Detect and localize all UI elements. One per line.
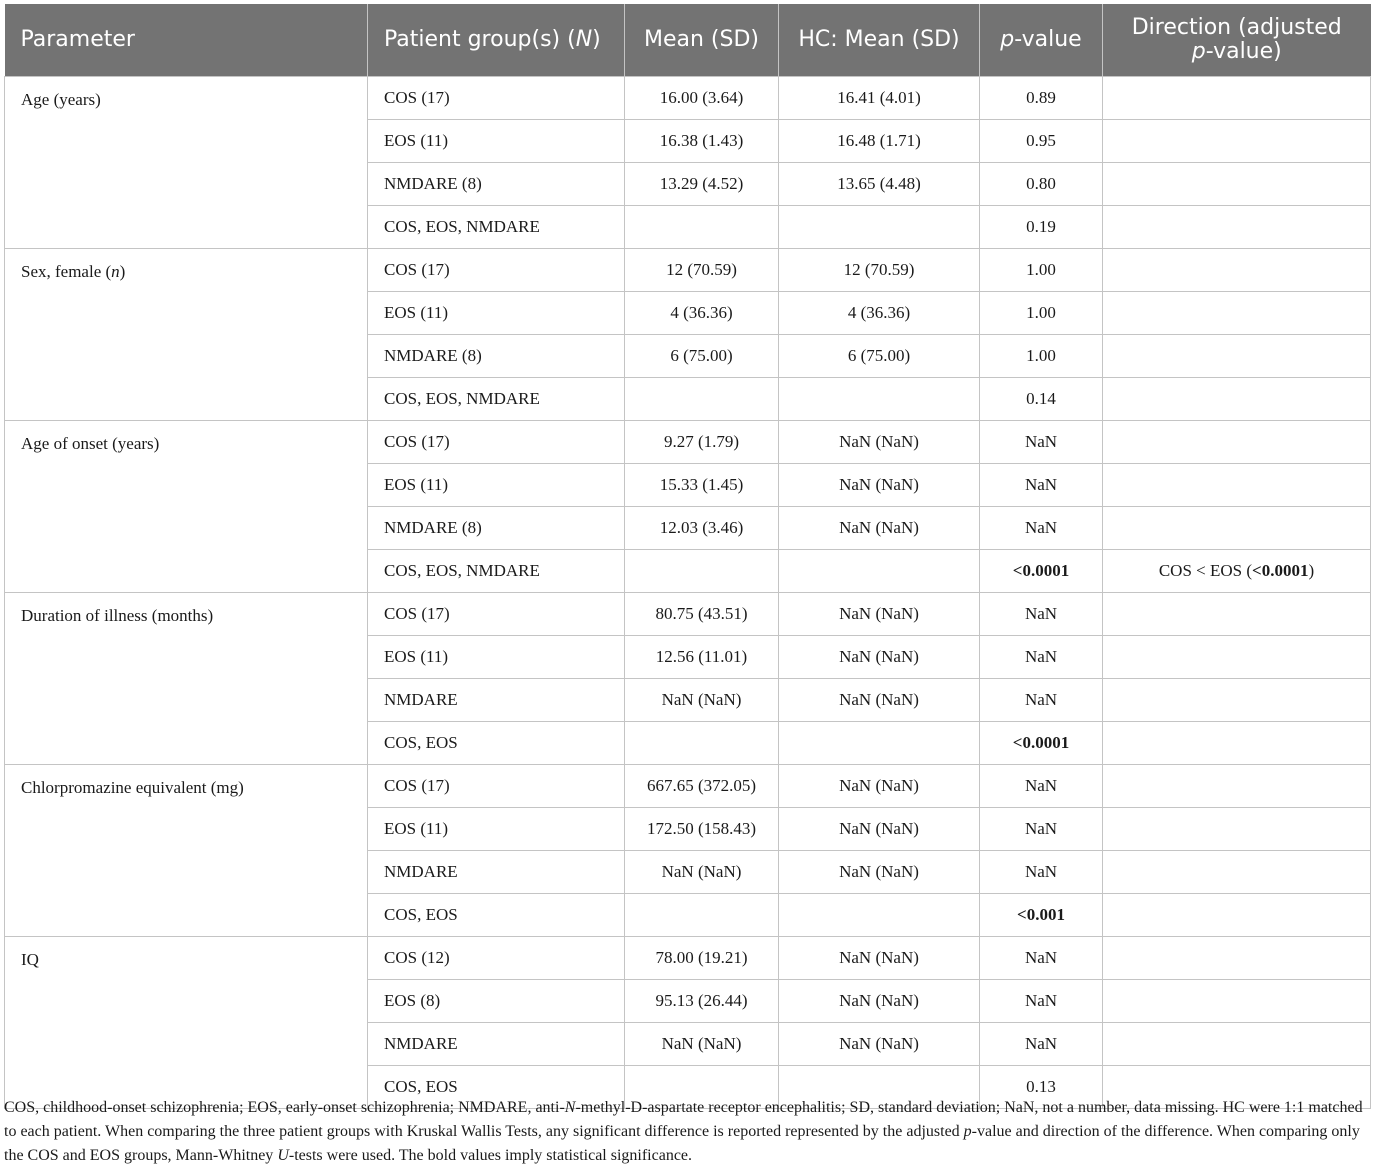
- mean-sd-cell: 13.29 (4.52): [625, 163, 779, 206]
- table-body: [5, 77, 1371, 1109]
- direction-cell: [1103, 292, 1371, 335]
- patient-group-cell: COS (17): [368, 593, 625, 636]
- patient-group-cell: EOS (11): [368, 808, 625, 851]
- patient-group-cell: EOS (11): [368, 120, 625, 163]
- hc-mean-sd-cell: NaN (NaN): [779, 679, 980, 722]
- mean-sd-cell: 78.00 (19.21): [625, 937, 779, 980]
- mean-sd-cell: 12.03 (3.46): [625, 507, 779, 550]
- p-value-cell: 1.00: [980, 335, 1103, 378]
- mean-sd-cell: 4 (36.36): [625, 292, 779, 335]
- direction-cell: [1103, 851, 1371, 894]
- mean-sd-cell: 172.50 (158.43): [625, 808, 779, 851]
- p-value-cell: NaN: [980, 1023, 1103, 1066]
- direction-cell: [1103, 722, 1371, 765]
- patient-group-cell: COS (17): [368, 765, 625, 808]
- p-value-cell: 0.80: [980, 163, 1103, 206]
- patient-group-cell: EOS (8): [368, 980, 625, 1023]
- parameter-cell: Age (years): [5, 77, 368, 249]
- mean-sd-cell: 16.38 (1.43): [625, 120, 779, 163]
- patient-group-cell: COS, EOS, NMDARE: [368, 550, 625, 593]
- mean-sd-cell: 12.56 (11.01): [625, 636, 779, 679]
- mean-sd-cell: 15.33 (1.45): [625, 464, 779, 507]
- hc-mean-sd-cell: NaN (NaN): [779, 851, 980, 894]
- mean-sd-cell: [625, 378, 779, 421]
- direction-cell: [1103, 120, 1371, 163]
- p-value-cell: 0.13: [980, 1066, 1103, 1109]
- header-parameter: Parameter: [5, 4, 368, 77]
- hc-mean-sd-cell: NaN (NaN): [779, 765, 980, 808]
- p-value-cell: 0.89: [980, 77, 1103, 120]
- direction-cell: [1103, 894, 1371, 937]
- p-value-cell: 0.95: [980, 120, 1103, 163]
- p-value-cell: NaN: [980, 808, 1103, 851]
- hc-mean-sd-cell: [779, 550, 980, 593]
- direction-cell: [1103, 636, 1371, 679]
- mean-sd-cell: 95.13 (26.44): [625, 980, 779, 1023]
- hc-mean-sd-cell: NaN (NaN): [779, 507, 980, 550]
- parameter-cell: IQ: [5, 937, 368, 1109]
- p-value-cell: NaN: [980, 593, 1103, 636]
- patient-group-cell: NMDARE (8): [368, 163, 625, 206]
- patient-group-cell: COS (17): [368, 77, 625, 120]
- direction-cell: [1103, 335, 1371, 378]
- hc-mean-sd-cell: 12 (70.59): [779, 249, 980, 292]
- p-value-cell: 0.19: [980, 206, 1103, 249]
- header-mean-sd: Mean (SD): [625, 4, 779, 77]
- header-p-value: p-value: [980, 4, 1103, 77]
- direction-cell: [1103, 378, 1371, 421]
- mean-sd-cell: [625, 206, 779, 249]
- direction-cell: [1103, 507, 1371, 550]
- p-value-cell: 1.00: [980, 249, 1103, 292]
- parameter-cell: Age of onset (years): [5, 421, 368, 593]
- table-row: [5, 249, 1371, 292]
- p-value-cell: NaN: [980, 851, 1103, 894]
- p-value-cell: 1.00: [980, 292, 1103, 335]
- p-value-cell: NaN: [980, 507, 1103, 550]
- mean-sd-cell: 667.65 (372.05): [625, 765, 779, 808]
- hc-mean-sd-cell: NaN (NaN): [779, 980, 980, 1023]
- direction-cell: [1103, 421, 1371, 464]
- header-direction: Direction (adjusted p-value): [1103, 4, 1371, 77]
- direction-cell: [1103, 1023, 1371, 1066]
- parameter-cell: Chlorpromazine equivalent (mg): [5, 765, 368, 937]
- hc-mean-sd-cell: NaN (NaN): [779, 421, 980, 464]
- hc-mean-sd-cell: NaN (NaN): [779, 1023, 980, 1066]
- hc-mean-sd-cell: NaN (NaN): [779, 464, 980, 507]
- p-value-cell: 0.14: [980, 378, 1103, 421]
- table-row: [5, 77, 1371, 120]
- patient-group-cell: COS (12): [368, 937, 625, 980]
- p-value-cell: <0.0001: [980, 722, 1103, 765]
- patient-group-cell: NMDARE: [368, 1023, 625, 1066]
- patient-group-cell: COS (17): [368, 421, 625, 464]
- patient-group-cell: NMDARE: [368, 851, 625, 894]
- p-value-cell: NaN: [980, 937, 1103, 980]
- patient-group-cell: COS, EOS: [368, 722, 625, 765]
- patient-group-cell: COS, EOS: [368, 894, 625, 937]
- direction-cell: [1103, 464, 1371, 507]
- p-value-cell: NaN: [980, 679, 1103, 722]
- hc-mean-sd-cell: [779, 894, 980, 937]
- mean-sd-cell: [625, 550, 779, 593]
- patient-group-cell: COS, EOS: [368, 1066, 625, 1109]
- p-value-cell: NaN: [980, 421, 1103, 464]
- direction-cell: [1103, 937, 1371, 980]
- mean-sd-cell: [625, 722, 779, 765]
- direction-cell: [1103, 679, 1371, 722]
- header-patient-groups: Patient group(s) (N): [368, 4, 625, 77]
- patient-group-cell: COS, EOS, NMDARE: [368, 378, 625, 421]
- p-value-cell: NaN: [980, 980, 1103, 1023]
- table-row: [5, 937, 1371, 980]
- patient-group-cell: COS, EOS, NMDARE: [368, 206, 625, 249]
- patient-group-cell: NMDARE (8): [368, 507, 625, 550]
- hc-mean-sd-cell: 16.41 (4.01): [779, 77, 980, 120]
- patient-group-cell: NMDARE (8): [368, 335, 625, 378]
- parameter-cell: Duration of illness (months): [5, 593, 368, 765]
- direction-cell: [1103, 77, 1371, 120]
- hc-mean-sd-cell: 13.65 (4.48): [779, 163, 980, 206]
- p-value-cell: NaN: [980, 765, 1103, 808]
- demographics-table: [4, 4, 1371, 1109]
- mean-sd-cell: 80.75 (43.51): [625, 593, 779, 636]
- direction-cell: [1103, 206, 1371, 249]
- hc-mean-sd-cell: NaN (NaN): [779, 808, 980, 851]
- header-row: [5, 4, 1371, 77]
- direction-cell: [1103, 980, 1371, 1023]
- hc-mean-sd-cell: NaN (NaN): [779, 937, 980, 980]
- hc-mean-sd-cell: NaN (NaN): [779, 593, 980, 636]
- mean-sd-cell: [625, 894, 779, 937]
- direction-cell: [1103, 249, 1371, 292]
- header-hc-mean-sd: HC: Mean (SD): [779, 4, 980, 77]
- mean-sd-cell: 6 (75.00): [625, 335, 779, 378]
- direction-cell: COS < EOS (<0.0001): [1103, 550, 1371, 593]
- mean-sd-cell: NaN (NaN): [625, 851, 779, 894]
- mean-sd-cell: 12 (70.59): [625, 249, 779, 292]
- p-value-cell: NaN: [980, 464, 1103, 507]
- direction-cell: [1103, 808, 1371, 851]
- hc-mean-sd-cell: NaN (NaN): [779, 636, 980, 679]
- patient-group-cell: EOS (11): [368, 464, 625, 507]
- hc-mean-sd-cell: [779, 206, 980, 249]
- table-footnote: COS, childhood-onset schizophrenia; EOS, early-onset schizophrenia; NMDARE, anti-N-methyl-D-aspartate receptor encephalitis; SD, standard deviation; NaN, not a number, data missing. HC were 1:1 matched to each patient. When comparing the three patient groups with Kruskal Wallis Tests, any significant difference is reported represented by the adjusted p-value and direction of the difference. When comparing only the COS and EOS groups, Mann-Whitney U-tests were used. The bold values imply statistical significance.: [4, 1099, 1363, 1164]
- hc-mean-sd-cell: 6 (75.00): [779, 335, 980, 378]
- mean-sd-cell: NaN (NaN): [625, 679, 779, 722]
- p-value-cell: <0.0001: [980, 550, 1103, 593]
- direction-cell: [1103, 163, 1371, 206]
- direction-cell: [1103, 593, 1371, 636]
- patient-group-cell: NMDARE: [368, 679, 625, 722]
- table-row: [5, 593, 1371, 636]
- hc-mean-sd-cell: [779, 378, 980, 421]
- p-value-cell: NaN: [980, 636, 1103, 679]
- hc-mean-sd-cell: [779, 722, 980, 765]
- hc-mean-sd-cell: 16.48 (1.71): [779, 120, 980, 163]
- patient-group-cell: EOS (11): [368, 636, 625, 679]
- table-container: [4, 4, 1370, 1109]
- direction-cell: [1103, 765, 1371, 808]
- table-row: [5, 765, 1371, 808]
- patient-group-cell: EOS (11): [368, 292, 625, 335]
- table-row: [5, 421, 1371, 464]
- p-value-cell: <0.001: [980, 894, 1103, 937]
- mean-sd-cell: 9.27 (1.79): [625, 421, 779, 464]
- mean-sd-cell: NaN (NaN): [625, 1023, 779, 1066]
- mean-sd-cell: 16.00 (3.64): [625, 77, 779, 120]
- hc-mean-sd-cell: 4 (36.36): [779, 292, 980, 335]
- parameter-cell: Sex, female (n): [5, 249, 368, 421]
- patient-group-cell: COS (17): [368, 249, 625, 292]
